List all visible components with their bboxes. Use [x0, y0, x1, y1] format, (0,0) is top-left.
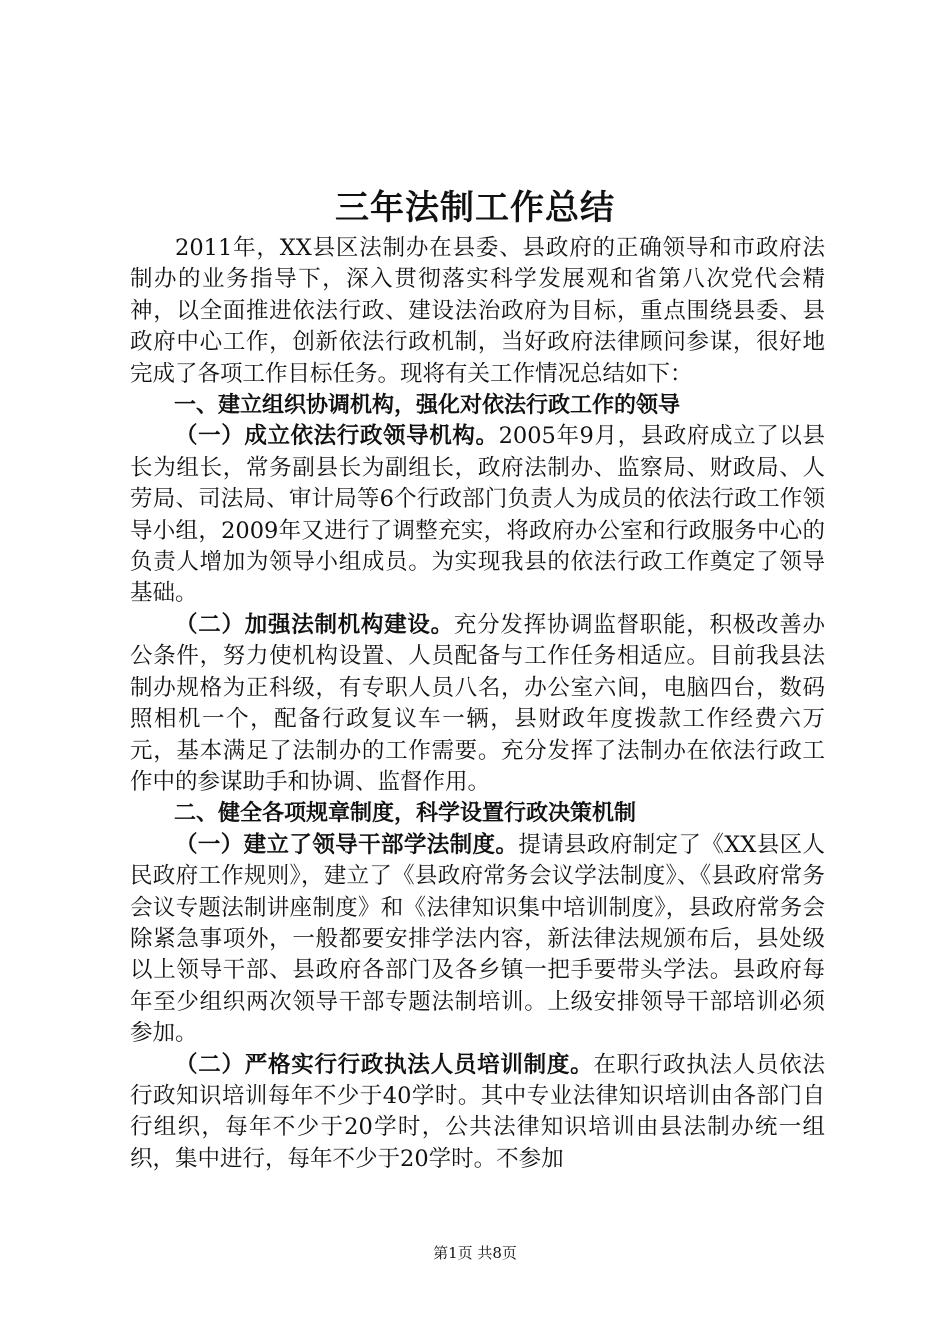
paragraph-leadership-body	[130, 421, 825, 609]
section-heading-1: 一、建立组织协调机构，强化对依法行政工作的领导	[174, 393, 681, 419]
paragraph-study-system	[130, 830, 825, 1050]
section-heading-2: 二、健全各项规章制度，科学设置行政决策机制	[174, 801, 637, 827]
intro-paragraph: 2011年，XX县区法制办在县委、县政府的正确领导和市政府法制办的业务指导下，深入贯彻落实科学发展观和省第八次党代会精神，以全面推进依法行政、建设法治政府为目标，重点围绕县委、县政府中心工作，创新依法行政机制，当好政府法律顾问参谋，很好地完成了各项工作目标任务。现将有关工作情况总结如下：	[130, 235, 825, 387]
page-number-footer: 第1页 共8页	[433, 1244, 517, 1262]
paragraph-lead: （二）严格实行行政执法人员培训制度。	[175, 1051, 594, 1078]
paragraph-text: 提请县政府制定了《XX县区人民政府工作规则》，建立了《县政府常务会议学法制度》、《县政府常务会议专题法制讲座制度》和《法律知识集中培训制度》，县政府常务会除紧急事项外，一般都要安排学法内容，新法律法规颁布后，县处级以上领导干部、县政府各部门及各乡镇一把手要带头学法。县政府每年至少组织两次领导干部专题法制培训。上级安排领导干部培训必须参加。	[130, 831, 825, 1047]
paragraph-lead: （二）加强法制机构建设。	[175, 611, 454, 638]
paragraph-training-system	[130, 1050, 825, 1176]
document-body	[130, 233, 825, 1175]
paragraph-lead: （一）建立了领导干部学法制度。	[175, 831, 519, 858]
paragraph-legal-institution	[130, 610, 825, 798]
paragraph-text: 2005年9月，县政府成立了以县长为组长，常务副县长为副组长，政府法制办、监察局、财政局、人劳局、司法局、审计局等6个行政部门负责人为成员的依法行政工作领导小组，2009年又进行了调整充实，将政府办公室和行政服务中心的负责人增加为领导小组成员。为实现我县的依法行政工作奠定了领导基础。	[130, 423, 825, 607]
paragraph-text: 充分发挥协调监督职能，积极改善办公条件，努力使机构设置、人员配备与工作任务相适应。目前我县法制办规格为正科级，有专职人员八名，办公室六间，电脑四台，数码照相机一个，配备行政复议车一辆，县财政年度拨款工作经费六万元，基本满足了法制办的工作需要。充分发挥了法制办在依法行政工作中的参谋助手和协调、监督作用。	[130, 611, 825, 795]
document-title: 三年法制工作总结	[335, 188, 615, 228]
paragraph-text: 在职行政执法人员依法行政知识培训每年不少于40学时。其中专业法律知识培训由各部门自行组织，每年不少于20学时，公共法律知识培训由县法制办统一组织，集中进行，每年不少于20学时。不参加	[130, 1051, 825, 1172]
paragraph-lead: （一）成立依法行政领导机构。	[175, 423, 499, 450]
